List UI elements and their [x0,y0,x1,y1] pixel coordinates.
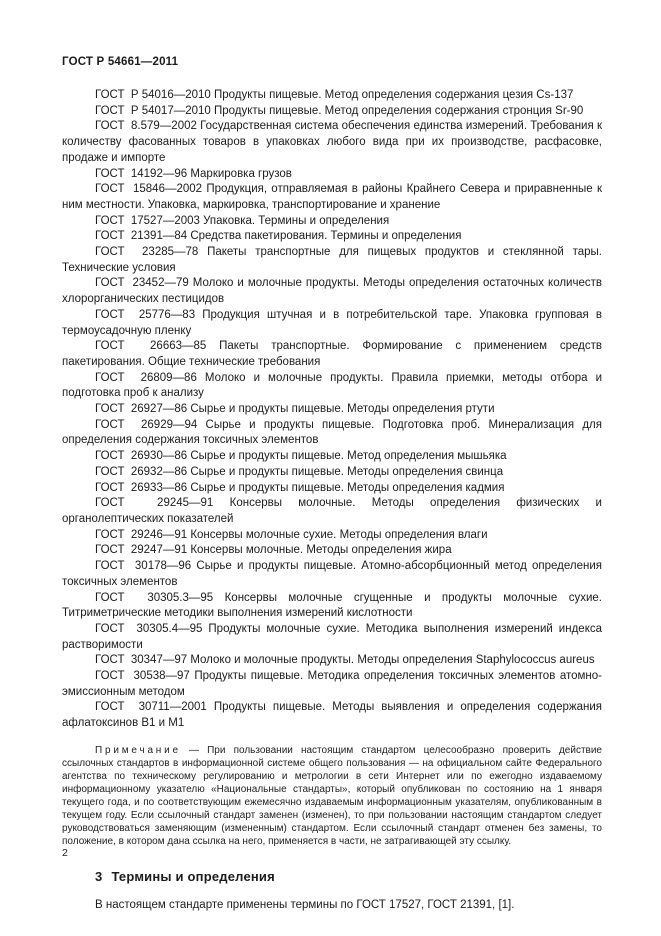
reference-item: ГОСТ 15846—2002 Продукция, отправляемая в районы Крайнего Севера и приравненные к ним местности. Упаковка, маркировка, транспортирование и хранение [62,183,606,211]
reference-item: ГОСТ 26930—86 Сырье и продукты пищевые. Метод определения мышьяка [95,450,507,463]
reference-item: ГОСТ 26932—86 Сырье и продукты пищевые. Методы определения свинца [95,465,504,478]
reference-item: ГОСТ 30347—97 Молоко и молочные продукты. Методы определения Staphylococcus aureus [95,654,595,667]
note-label: Примечание [95,744,181,756]
reference-item: ГОСТ 26809—86 Молоко и молочные продукты. Правила приемки, методы отбора и подготовка проб к анализу [62,371,606,400]
reference-item: ГОСТ 26929—94 Сырье и продукты пищевые. Подготовка проб. Минерализация для определения содержания токсичных элементов [62,418,606,447]
reference-item: ГОСТ Р 54016—2010 Продукты пищевые. Метод определения содержания цезия Cs-137 [95,89,574,101]
reference-item: ГОСТ 30711—2001 Продукты пищевые. Методы выявления и определения содержания афлатоксинов В1 и М1 [62,701,606,730]
page-number: 2 [62,847,68,859]
note-paragraph [62,744,602,849]
reference-item: ГОСТ 30305.3—95 Консервы молочные сгущенные и продукты молочные сухие. Титриметрические методики выполнения измерений кислотности [62,591,606,620]
reference-item: ГОСТ 25776—83 Продукция штучная и в потребительской таре. Упаковка групповая в термоусадочную пленку [62,308,606,337]
reference-item: ГОСТ 8.579—2002 Государственная система обеспечения единства измерений. Требования к количеству фасованных товаров в упаковках любого вида при их производстве, расфасовке, продаже и импорте [62,120,606,164]
reference-item: ГОСТ 26927—86 Сырье и продукты пищевые. Методы определения ртути [95,403,495,416]
reference-item: ГОСТ 30305.4—95 Продукты молочные сухие. Методика выполнения измерений индекса растворимости [62,622,606,651]
document-page [62,0,606,913]
section-number: 3 [95,868,103,884]
reference-item: ГОСТ 29247—91 Консервы молочные. Методы определения жира [95,544,452,557]
reference-item: ГОСТ 26663—85 Пакеты транспортные. Формирование с применением средств пакетирования. Общие технические требования [62,340,606,368]
reference-item: ГОСТ 29246—91 Консервы молочные сухие. Методы определения влаги [95,528,488,541]
reference-item: ГОСТ 23452—79 Молоко и молочные продукты. Методы определения остаточных количеств хлорорганических пестицидов [62,277,606,306]
reference-item: ГОСТ 30538—97 Продукты пищевые. Методика определения токсичных элементов атомно-эмиссионным методом [62,670,602,698]
terms-paragraph: В настоящем стандарте применены термины по ГОСТ 17527, ГОСТ 21391, [1]. [95,898,515,911]
references-list [62,88,606,732]
running-header: ГОСТ Р 54661—2011 [62,56,179,68]
section-title: Термины и определения [111,868,275,884]
reference-item: ГОСТ 29245—91 Консервы молочные. Методы определения физических и органолептических показателей [62,497,606,525]
reference-item: ГОСТ 21391—84 Средства пакетирования. Термины и определения [95,230,462,243]
reference-item: ГОСТ Р 54017—2010 Продукты пищевые. Метод определения содержания стронция Sr-90 [95,104,584,117]
section-heading [62,869,602,884]
reference-item: ГОСТ 17527—2003 Упаковка. Термины и определения [95,214,390,227]
note-text: — При пользовании настоящим стандартом целесообразно проверить действие ссылочных стандартов в информационной системе общего пользования — на официальном сайте Федерального агентства по техническому регулированию и метрологии в сети Интернет или по ежегодно издаваемому информационному указателю «Национальные стандарты», который опубликован по состоянию на 1 января текущего года, и по соответствующим ежемесячно издаваемым информационным указателям, опубликованным в текущем году. Если ссылочный стандарт заменен (изменен), то при пользовании настоящим стандартом следует руководствоваться заменяющим (измененным) стандартом. Если ссылочный стандарт отменен без замены, то положение, в котором дана ссылка на него, применяется в части, не затрагивающей эту ссылку. [62,744,602,848]
reference-item: ГОСТ 23285—78 Пакеты транспортные для пищевых продуктов и стеклянной тары. Технические условия [62,246,606,274]
reference-item: ГОСТ 30178—96 Сырье и продукты пищевые. Атомно-абсорбционный метод определения токсичных элементов [62,560,606,588]
reference-item: ГОСТ 26933—86 Сырье и продукты пищевые. Методы определения кадмия [95,481,505,494]
reference-item: ГОСТ 14192—96 Маркировка грузов [95,167,292,180]
